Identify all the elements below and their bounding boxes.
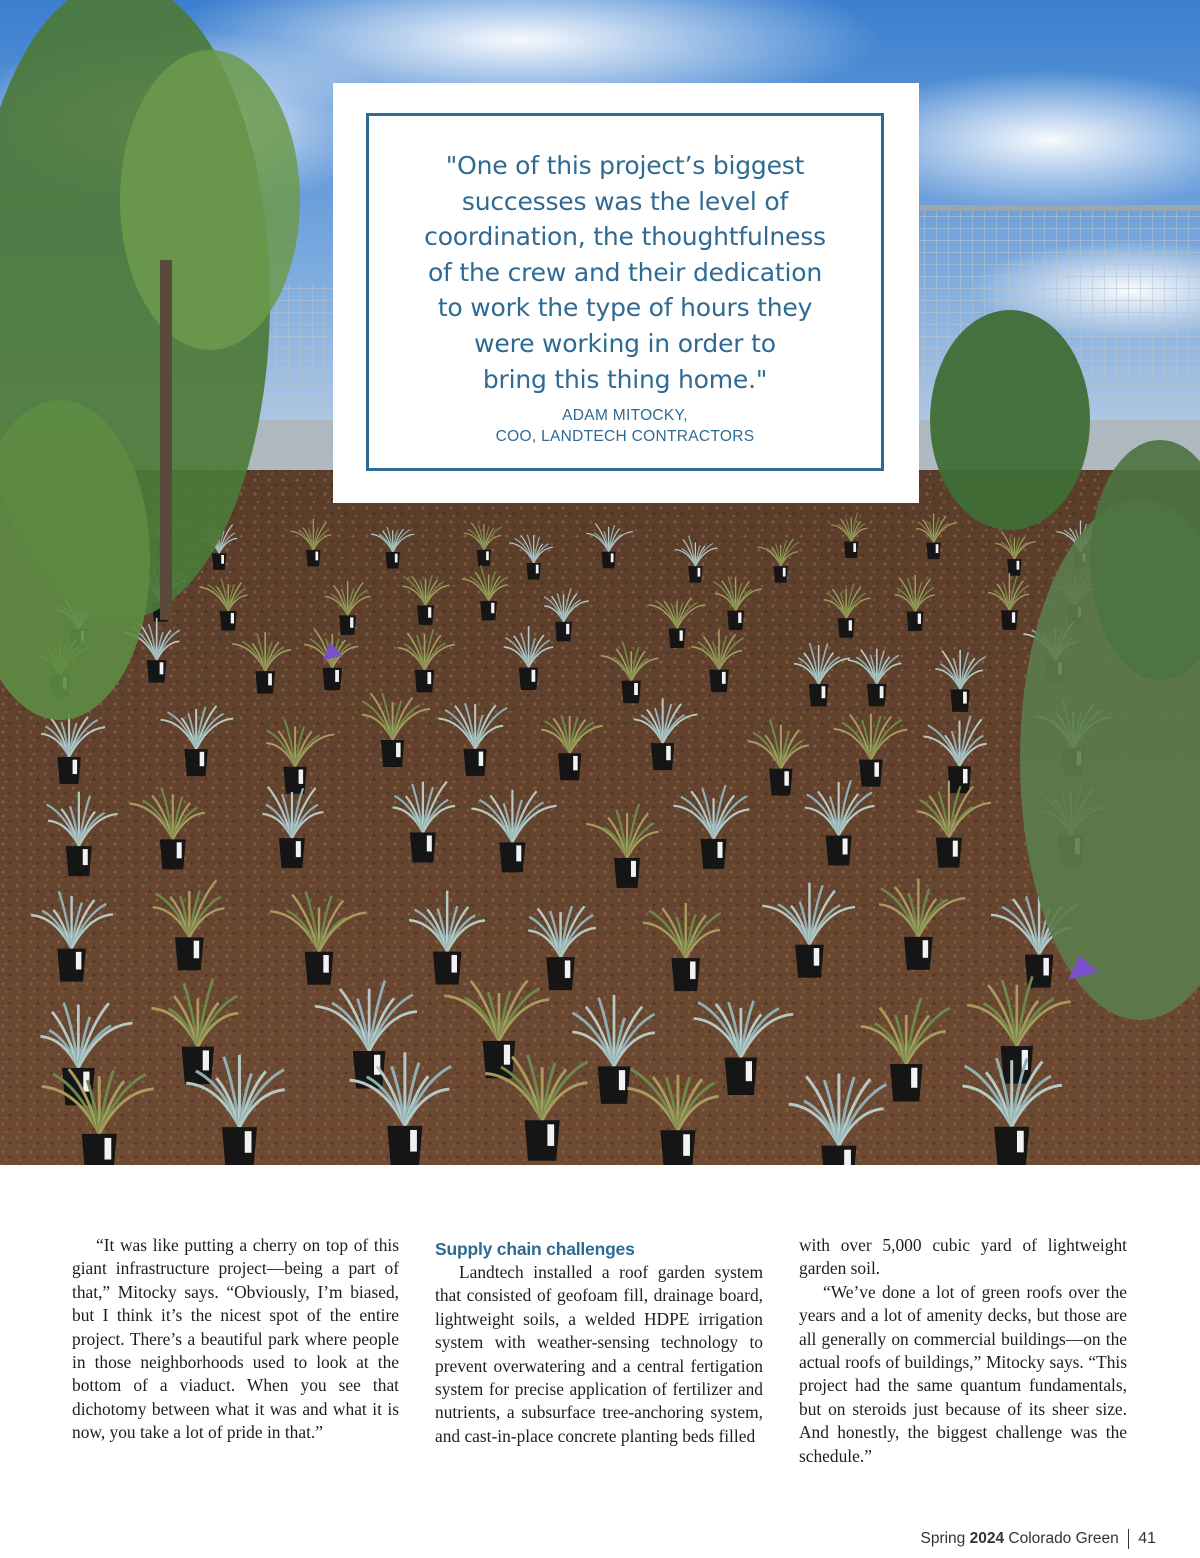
- page-number: 41: [1138, 1530, 1156, 1547]
- footer-season: Spring: [920, 1530, 966, 1547]
- section-heading: Supply chain challenges: [435, 1239, 635, 1259]
- pull-quote-text: "One of this project’s biggest successes was the level of coordination, the thoughtfulness of the crew and their dedication to work the type of hours they were working in order to bring this thing home.": [424, 151, 826, 394]
- footer-magazine-name: Colorado Green: [1008, 1530, 1119, 1547]
- paragraph: Landtech installed a roof garden system that consisted of geofoam fill, drainage board, lightweight soils, a welded HDPE irrigation system with weather-sensing technology to prevent overwatering and a central fertigation system for precise application of fertilizer and nutrients, a subsurface tree-anchoring system, and cast-in-place concrete planting beds filled: [435, 1262, 763, 1446]
- article-column-3: [799, 1234, 1127, 1468]
- pull-quote-frame: [366, 113, 884, 471]
- paragraph: “It was like putting a cherry on top of this giant infrastructure project—being a part of that,” Mitocky says. “Obviously, I’m biased, but I think it’s the nicest spot of the entire project. There’s a beautiful park where people in those neighborhoods used to look at the bottom of a viaduct. When you see that dichotomy between what it was and what it is now, you take a lot of pride in that.”: [72, 1235, 399, 1443]
- paragraph: “We’ve done a lot of green roofs over the years and a lot of amenity decks, but those are all generally on commercial buildings—on the actual roofs of buildings,” Mitocky says. “This project had the same quantum fundamentals, but on steroids just because of its sheer size. And honestly, the biggest challenge was the schedule.”: [799, 1281, 1127, 1466]
- page-footer: [920, 1529, 1156, 1549]
- pull-quote-attribution: ADAM MITOCKY, COO, LANDTECH CONTRACTORS: [495, 407, 755, 445]
- article-column-2: [435, 1237, 763, 1448]
- article-column-1: [72, 1234, 399, 1445]
- paragraph: with over 5,000 cubic yard of lightweight garden soil.: [799, 1235, 1127, 1279]
- footer-divider: [1128, 1529, 1130, 1549]
- footer-year: 2024: [969, 1530, 1005, 1547]
- pull-quote-card: [333, 83, 919, 503]
